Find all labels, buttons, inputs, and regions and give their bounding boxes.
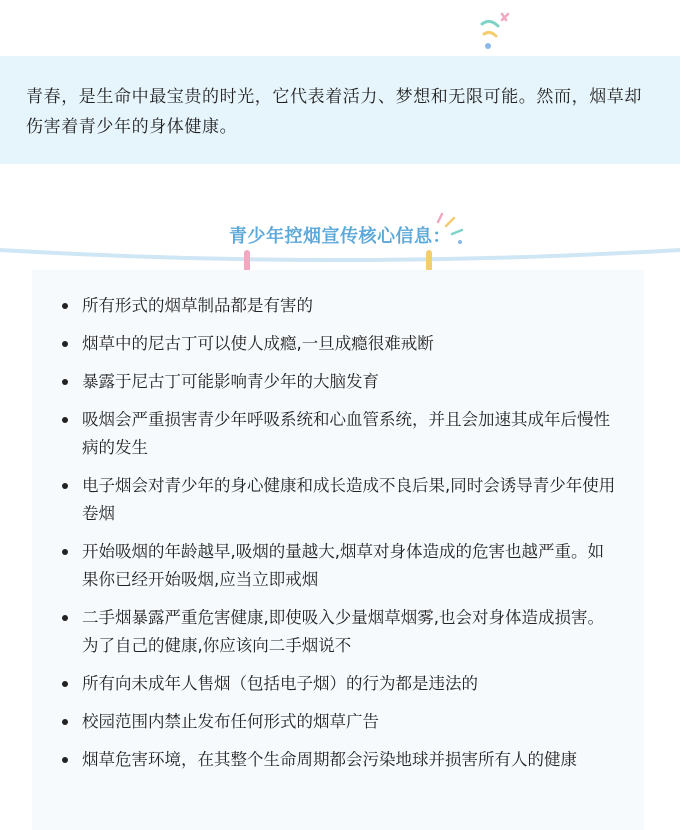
- list-item: 烟草中的尼古丁可以使人成瘾,一旦成瘾很难戒断: [60, 330, 620, 358]
- list-item: 暴露于尼古丁可能影响青少年的大脑发育: [60, 368, 620, 396]
- info-card: [32, 270, 644, 830]
- core-message-list: [60, 292, 620, 784]
- list-item: 校园范围内禁止发布任何形式的烟草广告: [60, 708, 620, 736]
- list-item: 电子烟会对青少年的身心健康和成长造成不良后果,同时会诱导青少年使用卷烟: [60, 472, 620, 528]
- list-item: 二手烟暴露严重危害健康,即使吸入少量烟草烟雾,也会对身体造成损害。为了自己的健康,你应该向二手烟说不: [60, 604, 620, 660]
- list-item: 吸烟会严重损害青少年呼吸系统和心血管系统，并且会加速其成年后慢性病的发生: [60, 406, 620, 462]
- pink-pin-icon: [244, 250, 250, 272]
- list-item: 烟草危害环境，在其整个生命周期都会污染地球并损害所有人的健康: [60, 746, 620, 774]
- sparkle-decoration-icon: [432, 210, 472, 246]
- intro-banner: [0, 56, 680, 164]
- list-item: 开始吸烟的年龄越早,吸烟的量越大,烟草对身体造成的危害也越严重。如果你已经开始吸烟,应当立即戒烟: [60, 538, 620, 594]
- list-item: 所有向未成年人售烟（包括电子烟）的行为都是违法的: [60, 670, 620, 698]
- section-heading: 青少年控烟宣传核心信息：: [229, 226, 451, 247]
- yellow-pin-icon: [426, 250, 432, 272]
- intro-text: 青春，是生命中最宝贵的时光，它代表着活力、梦想和无限可能。然而，烟草却伤害着青少年的身体健康。: [26, 87, 642, 137]
- confetti-decoration-icon: [472, 10, 522, 60]
- list-item: 所有形式的烟草制品都是有害的: [60, 292, 620, 320]
